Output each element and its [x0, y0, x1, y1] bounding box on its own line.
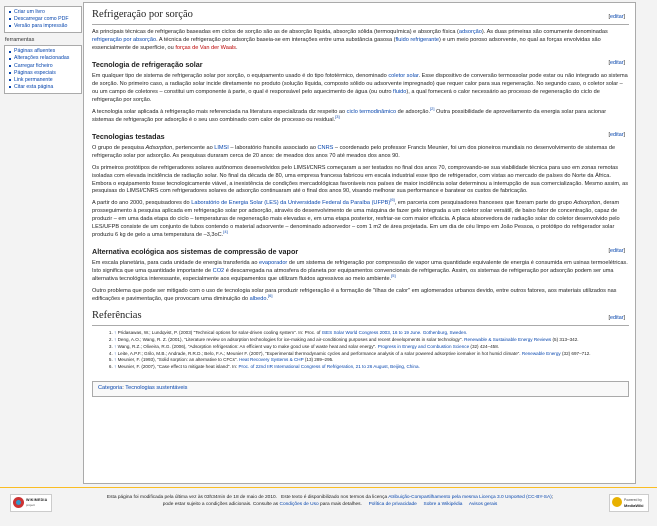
paragraph: Outro problema que pode ser mitigado com o uso de tecnologia solar para produzir refrigeração é a formação de "ilhas de calor" em aglomerados urbanos devido, entre outros fatores, aos materiais utilizados nas edificações e pavimentação, que provocam uma diminuição do albedo.[6] — [92, 288, 617, 303]
category-box: Categoria: Tecnologias sustentáveis — [92, 381, 629, 397]
privacy-policy-link[interactable]: Política de privacidade — [368, 502, 417, 508]
edit-section-link[interactable]: [editar] — [608, 14, 625, 21]
reference-source-link[interactable]: Progress in Energy and Combustion Science — [377, 343, 470, 349]
related-changes-link[interactable]: Alterações relacionadas — [8, 55, 78, 62]
footer-text: Esta página foi modificada pela última vez às 03h34min de 18 de maio de 2010. Este texto é disponibilizado nos termos da licença Atribuição-Compartilhamento pela mesma Licença 3.0 Unported (CC-BY-SA); pode estar sujeito a condições adicionais. Consulte as Condições de Uso para mais detalhes. Política de privacidade Sobre a Wikipédia Avisos gerais — [106, 495, 554, 508]
reference-link[interactable]: [6] — [268, 293, 273, 299]
section-heading-references: Referências [editar] — [92, 309, 629, 326]
solar-collector-link[interactable]: coletor solar — [388, 72, 419, 79]
reference-link[interactable]: [5] — [391, 273, 396, 279]
adsorption-link[interactable]: adsorção — [458, 28, 482, 35]
upload-file-link[interactable]: Carregar ficheiro — [8, 63, 78, 70]
fluid-link[interactable]: fluido — [393, 88, 407, 95]
mediawiki-flower-icon — [612, 497, 622, 507]
tools-portlet — [4, 45, 82, 93]
section-heading-solar-tech: Tecnologia de refrigeração solar [editar] — [92, 59, 625, 69]
category-sustainable-tech-link[interactable]: Tecnologias sustentáveis — [125, 385, 188, 392]
reference-source-link[interactable]: Renewable Energy — [521, 350, 561, 356]
reference-source-link[interactable]: Heat Recovery Systems & CHP — [239, 357, 304, 363]
reference-list — [92, 330, 629, 371]
paragraph: O grupo de pesquisa Adsorption, pertencente ao LIMSI – laboratório francês associado ao CNRS – coordenado pelo professor Francis Meunier, foi um dos pioneiros mundiais no desenvolvimento de sistemas de refrigeração solar por adsorção. As pesquisas duraram cerca de 20 anos: de meados dos anos 70 até meados dos anos 90. — [92, 144, 616, 159]
reference-item: 1. ↑ Pridasawas, W.; Lundqvist, P. (2003) "Technical options for solar-driven cooling system". In: Proc. of ISES Solar World Congress 2003, 16 to 19 June. Gothenburg, Sweden. — [114, 330, 629, 337]
co2-link[interactable]: CO2 — [212, 268, 225, 275]
mediawiki-logo[interactable]: Powered by MediaWiki — [609, 494, 649, 512]
edit-section-link[interactable]: [editar] — [608, 315, 625, 322]
les-ufpb-link[interactable]: Laboratório de Energia Solar (LES) da Universidade Federal da Paraíba (UFPB) — [191, 200, 391, 207]
what-links-here-link[interactable]: Páginas afluentes — [8, 48, 78, 55]
edit-section-link[interactable]: [editar] — [608, 132, 625, 139]
paragraph: Em qualquer tipo de sistema de refrigeração solar por sorção, o equipamento usado é do tipo fototérmico, denominado coletor solar. Esse dispositivo de conversão termossolar pode estar ou não integrado ao sistema de sorção. No primeiro caso, a radiação solar incide diretamente no produto (solução líquida, composto sólido ou adsorvente impregnado) que requer calor para sua regeneração. No segundo caso, o coletor solar – ou um campo de coletores – constitui um componente à parte, o qual é responsável pelo aquecimento de água (ou outro fluido), a qual fornecerá o calor necessário ao processo de regeneração do ciclo de refrigeração por sorção. — [92, 72, 628, 103]
section-heading-ecological: Alternativa ecológica aos sistemas de compressão de vapor [editar] — [92, 247, 625, 257]
license-link[interactable]: Atribuição-Compartilhamento pela mesma Licença 3.0 Unported (CC-BY-SA) — [388, 495, 552, 500]
terms-of-use-link[interactable]: Condições de Uso — [279, 502, 319, 508]
reference-source-link[interactable]: Renewable & Sustainable Energy Reviews — [464, 336, 552, 342]
cnrs-link[interactable]: CNRS — [317, 144, 334, 151]
special-pages-link[interactable]: Páginas especiais — [8, 70, 78, 77]
wikimedia-globe-icon — [13, 497, 24, 508]
edit-section-link[interactable]: [editar] — [608, 247, 625, 254]
create-book-link[interactable]: Criar um livro — [8, 9, 78, 16]
print-export-portlet — [4, 6, 82, 33]
limsi-link[interactable]: LIMSI — [214, 144, 229, 151]
thermodynamic-cycle-link[interactable]: ciclo termodinâmico — [346, 108, 397, 115]
disclaimers-link[interactable]: Avisos gerais — [468, 502, 498, 508]
footer — [0, 487, 657, 526]
article-content — [83, 2, 636, 484]
albedo-link[interactable]: albedo — [249, 296, 267, 303]
absorption-refrigeration-link[interactable]: refrigeração por absorção — [92, 36, 157, 43]
sidebar — [4, 6, 82, 98]
paragraph: A partir do ano 2000, pesquisadores do Laboratório de Energia Solar (LES) da Universidade Federal da Paraíba (UFPB)[6], em parceria com pesquisadores franceses que fizeram parte do grupo Adsorption, deram prosseguimento à pesquisa aplicada em refrigeração solar por adsorção, através do desenvolvimento de uma máquina de fazer gelo integrada a um coletor solar versátil, de baixo fator de concentração, capaz de produzir – em uma dada etapa do ciclo – temperaturas de regeneração mais elevadas e, em uma etapa posterior, resfriar-se com maior eficácia. A placa absorvedora de radiação solar do coletor desenvolvido pelo LES/UFPB consiste de um conjunto de tubos contendo o material adsorvente – denominado adsorvedor – com 1 m2 de área projetada. Em um dia de céu limpo em João Pessoa, o protótipo do refrigerador solar produziu 6 kg de gelo a uma temperatura de –3,3oC.[4] — [92, 197, 620, 239]
reference-source-link[interactable]: Proc. of 22nd IIR International Congress of Refrigeration, 21 to 26 August, Beijing, China. — [238, 364, 420, 370]
reference-link[interactable]: [4] — [223, 229, 228, 235]
section-heading-sorption: Refrigeração por sorção [editar] — [92, 8, 629, 25]
paragraph: As principais técnicas de refrigeração baseadas em ciclos de sorção são as de absorção líquida, absorção sólida (termoquímica) e absorção física (adsorção). As duas primeiras são comumente denominadas refrigeração por absorção. A técnica de refrigeração por adsorção baseia-se em interações entre uma substância gasosa (fluido refrigerante) e um meio poroso adsorvente, no qual as forças envolvidas são essencialmente de superfície, ou forças de Van der Waals. — [92, 28, 608, 51]
tools-heading: ferramentas — [5, 37, 35, 44]
reference-item: 5. ↑ Meunier, F. (1993), "Solid sorption: an alternative to CFCs". Heat Recovery Systems & CHP (13) 289–295. — [114, 357, 629, 364]
printable-version-link[interactable]: Versão para impressão — [8, 23, 78, 30]
paragraph: Os primeiros protótipos de refrigeradores solares autônomos desenvolvidos pelo LIMSI/CNRS começaram a ser testados no final dos anos 70, comprovando-se sua viabilidade técnica para uso em zonas remotas isoladas com elevada incidência de radiação solar. No final da década de 80, uma empresa francesa fabricou em escala industrial esse tipo de refrigerador, com vistas ao mercado de países do Norte da África. Embora o equipamento fosse tecnologicamente viável, a inexistência de condições mercadológicas favoráveis nos países de maior incidência solar determinou a interrupção de sua comercialização. Mesmo assim, as pesquisas do LIMSI/CNRS com refrigeradores solares de adsorção continuaram até o final dos anos 90, visando melhorar sua performance e baratear os custos de fabricação. — [92, 164, 629, 195]
paragraph: Em escala planetária, para cada unidade de energia transferida ao evaporador de um sistema de refrigeração por compressão de vapor uma quantidade equivalente de energia é consumida em usinas termoelétricas. Isto significa que uma quantidade importante de CO2 é descarregada na atmosfera do planeta por equipamentos convencionais de refrigeração. Assim, os sistemas de refrigeração por adsorção podem ser uma alternativa tecnológica interessante, especialmente aos equipamentos que utilizam fluidos agressivos ao meio ambiente.[5] — [92, 260, 628, 283]
edit-section-link[interactable]: [editar] — [608, 60, 625, 67]
reference-item: 4. ↑ Leite, A.P.F.; Grilo, M.B.; Andrade, R.R.D.; Belo, F.A.; Meunier F. (2007), "Experimental thermodynamic cycles and performance analysis of a solar powered adsorptive icemaker in hot humid climate". Renewable Energy (32) 697–712. — [114, 351, 629, 358]
download-pdf-link[interactable]: Descarregar como PDF — [8, 16, 78, 23]
reference-link[interactable]: [6] — [390, 197, 395, 203]
van-der-waals-link[interactable]: forças de Van der Waals — [175, 44, 236, 51]
reference-item: 2. ↑ Deng, A.O.; Wang, R. Z. (2001), "Literature review on adsorption technologies for ice-making and air-conditioning purposes and recent developments in solar technology". Renewable & Sustainable Energy Reviews (5) 313–342. — [114, 337, 629, 344]
categories-link[interactable]: Categoria — [98, 385, 123, 392]
paragraph: A tecnologia solar aplicada à refrigeração mais referenciada na literatura especializada diz respeito ao ciclo termodinâmico de adsorção.[2] Outra possibilidade de aproveitamento da energia solar para acionar sistemas de refrigeração por adsorção é o seu uso combinado com calor de processo ou residual.[3] — [92, 105, 607, 123]
reference-link[interactable]: [3] — [335, 113, 340, 119]
permanent-link[interactable]: Link permanente — [8, 77, 78, 84]
cite-page-link[interactable]: Citar esta página — [8, 84, 78, 91]
wikimedia-logo[interactable]: WIKIMEDIA project — [10, 494, 52, 512]
reference-item: 6. ↑ Meunier, F. (2007), "Case effect to mitigate heat island". In: Proc. of 22nd IIR International Congress of Refrigeration, 21 to 26 August, Beijing, China. — [114, 364, 629, 371]
reference-link[interactable]: [2] — [430, 105, 435, 111]
section-heading-tested-tech: Tecnologias testadas [editar] — [92, 131, 625, 141]
evaporator-link[interactable]: evaporador — [259, 260, 288, 267]
reference-item: 3. ↑ Wang, R.Z.; Oliveira, R.G. (2006), "Adsorption refrigeration: An efficient way to make good use of waste heat and solar energy". Progress in Energy and Combustion Science (32) 424–458. — [114, 344, 629, 351]
last-modified: Esta página foi modificada pela última vez às 03h34min de 18 de maio de 2010. — [106, 495, 278, 500]
refrigerant-link[interactable]: fluido refrigerante — [395, 36, 440, 43]
about-wikipedia-link[interactable]: Sobre a Wikipédia — [423, 502, 463, 508]
reference-source-link[interactable]: ISES Solar World Congress 2003, 16 to 19 June. Gothenburg, Sweden. — [321, 329, 468, 335]
